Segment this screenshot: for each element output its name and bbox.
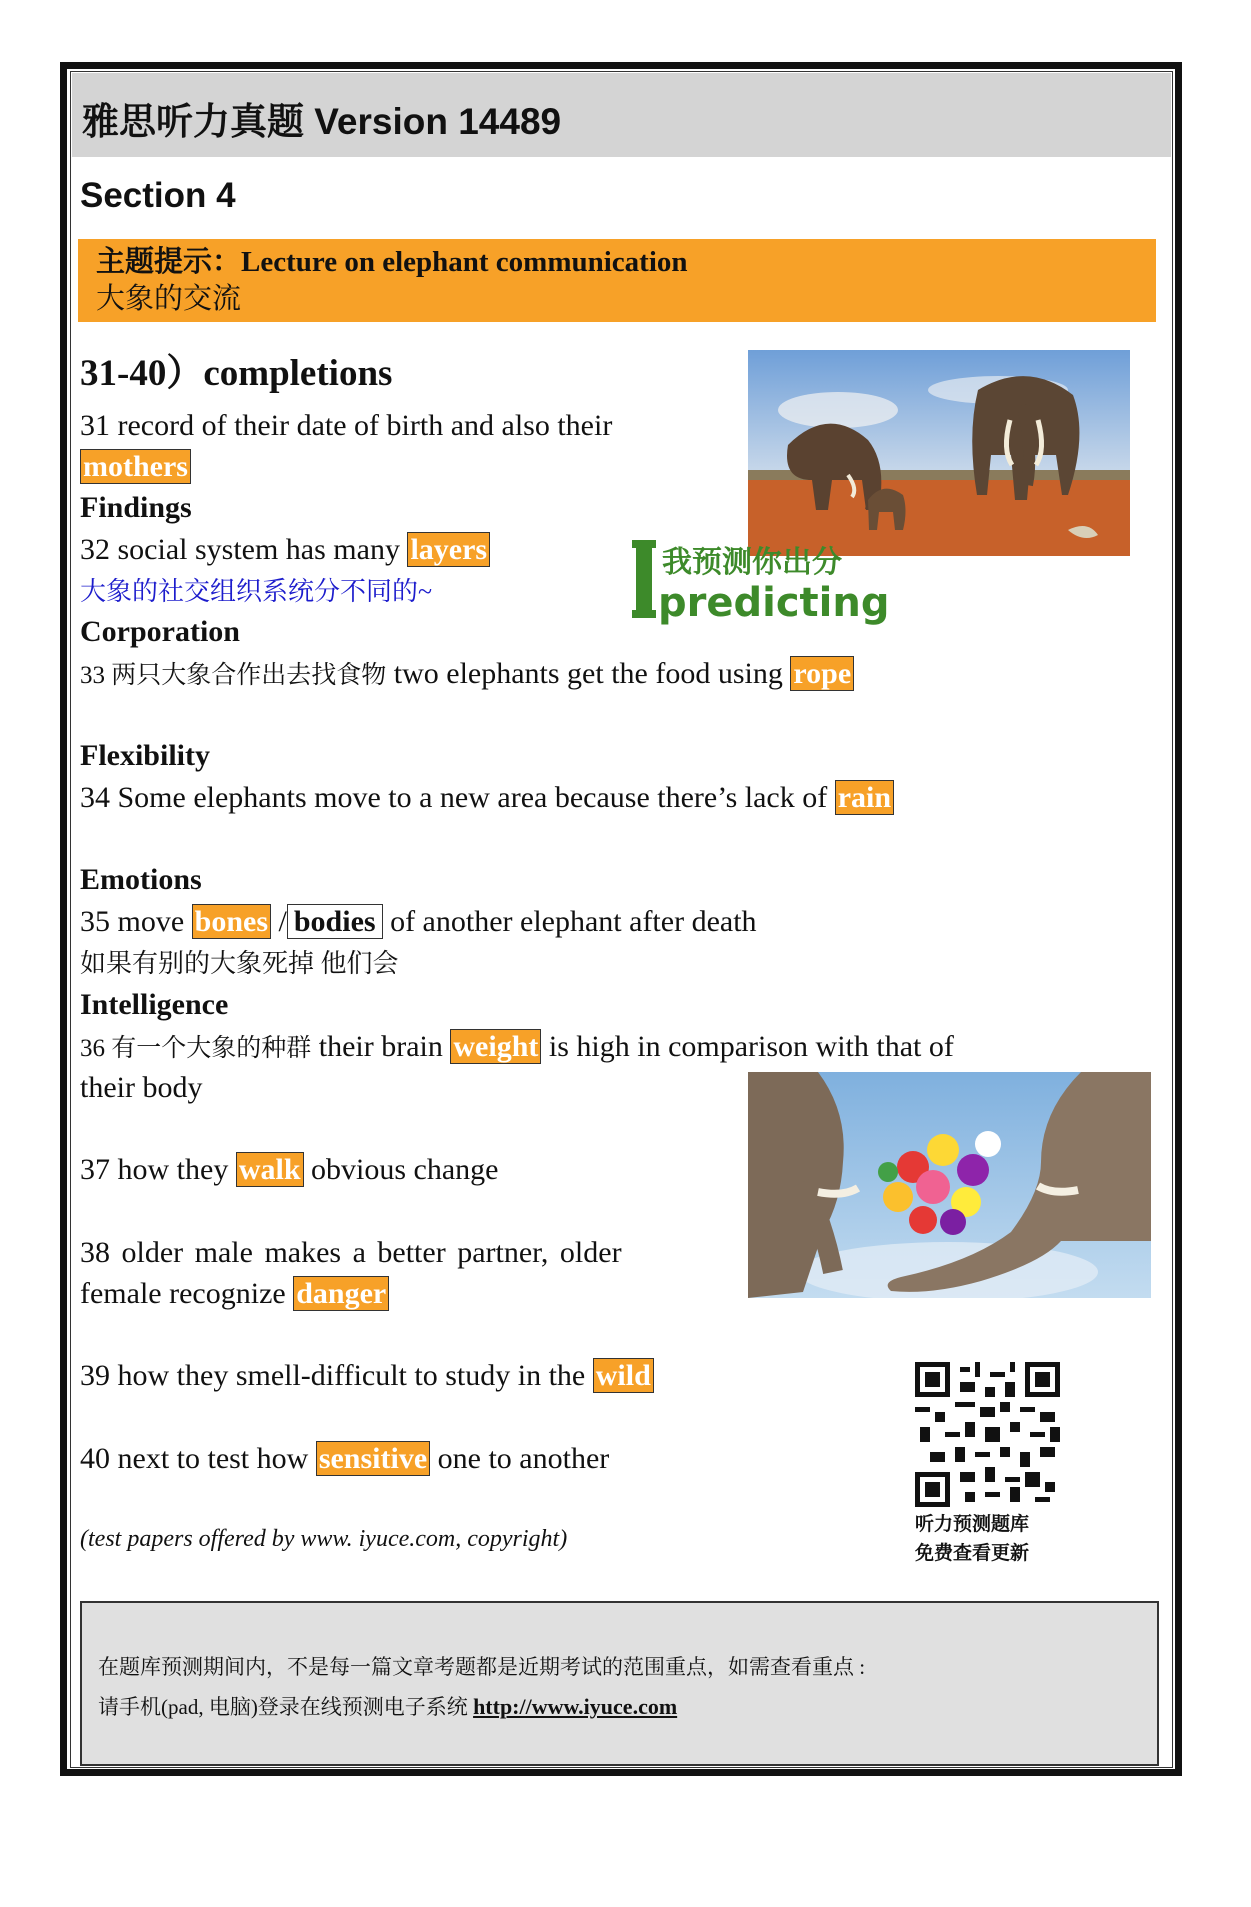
q32-text: 32 social system has many — [80, 533, 400, 566]
q32-line — [80, 530, 490, 570]
questions-heading: 31-40）completions — [80, 353, 393, 394]
topic-chinese: 大象的交流 — [96, 283, 242, 315]
section-heading: Section 4 — [80, 176, 236, 215]
heading-corporation: Corporation — [80, 615, 240, 648]
q36-line2: their body — [80, 1071, 203, 1104]
q31-line2 — [80, 447, 191, 487]
heading-intelligence: Intelligence — [80, 988, 229, 1021]
q35-alt-answer: bodies — [287, 904, 383, 939]
q40-line — [80, 1439, 609, 1479]
heading-emotions: Emotions — [80, 863, 202, 896]
q36-suffix: is high in comparison with that of — [548, 1030, 954, 1063]
page-title: 雅思听力真题 Version 14489 — [82, 101, 562, 142]
q40-prefix: 40 next to test how — [80, 1442, 309, 1475]
elephant-family-photo — [748, 350, 1130, 556]
q32-note: 大象的社交组织系统分不同的~ — [80, 577, 433, 606]
q38-answer: danger — [293, 1276, 389, 1311]
q35-line — [80, 902, 757, 942]
credit-note: (test papers offered by www. iyuce.com, copyright) — [80, 1526, 568, 1552]
q37-line — [80, 1150, 498, 1190]
q37-suffix: obvious change — [311, 1153, 499, 1186]
q32-answer: layers — [407, 532, 490, 567]
q35-separator: / — [278, 905, 287, 938]
q37-prefix: 37 how they — [80, 1153, 229, 1186]
heading-flexibility: Flexibility — [80, 739, 210, 772]
footer-box — [80, 1601, 1159, 1766]
footer-line1: 在题库预测期间内，不是每一篇文章考题都是近期考试的范围重点，如需查看重点 : — [98, 1655, 866, 1679]
title-bar — [72, 73, 1171, 157]
topic-banner — [78, 239, 1156, 322]
q34-line — [80, 778, 894, 818]
q38-line2 — [80, 1274, 389, 1314]
qr-caption-line2: 免费查看更新 — [915, 1543, 1030, 1564]
q39-answer: wild — [593, 1358, 654, 1393]
q33-chinese: 33 两只大象合作出去找食物 — [80, 662, 387, 689]
q39-line — [80, 1356, 654, 1396]
q35-prefix: 35 move — [80, 905, 185, 938]
q33-line — [80, 654, 854, 696]
q38-prefix: female recognize — [80, 1277, 286, 1310]
elephants-flowers-photo — [748, 1072, 1151, 1298]
predicting-logo — [632, 536, 932, 626]
topic-label: 主题提示：Lecture on elephant communication — [96, 246, 688, 278]
q39-prefix: 39 how they smell-difficult to study in the — [80, 1359, 586, 1392]
q34-answer: rain — [835, 780, 894, 815]
logo-chinese: 我预测你出分 — [662, 545, 842, 580]
footer-link[interactable]: http://www.iyuce.com — [473, 1694, 678, 1719]
q31-answer: mothers — [80, 449, 191, 484]
q36-answer: weight — [450, 1029, 541, 1064]
q38-line1: 38 older male makes a better partner, older — [80, 1236, 622, 1269]
q35-suffix: of another elephant after death — [390, 905, 757, 938]
q36-chinese: 36 有一个大象的种群 — [80, 1035, 312, 1062]
qr-caption-line1: 听力预测题库 — [915, 1514, 1030, 1535]
q33-text: two elephants get the food using — [393, 657, 783, 690]
heading-findings: Findings — [80, 491, 192, 524]
q31-text: 31 record of their date of birth and also their — [80, 409, 613, 442]
q37-answer: walk — [236, 1152, 304, 1187]
qr-code[interactable] — [915, 1362, 1060, 1507]
footer-line2 — [98, 1691, 677, 1721]
q35-note: 如果有别的大象死掉 他们会 — [80, 949, 399, 978]
q36-line — [80, 1027, 954, 1069]
q36-text: their brain — [318, 1030, 443, 1063]
q33-answer: rope — [790, 656, 854, 691]
logo-english: predicting — [658, 580, 890, 626]
q35-answer: bones — [192, 904, 271, 939]
q40-suffix: one to another — [437, 1442, 610, 1475]
footer-line2-text: 请手机(pad, 电脑)登录在线预测电子系统 — [98, 1695, 468, 1719]
q40-answer: sensitive — [316, 1441, 430, 1476]
q34-text: 34 Some elephants move to a new area because there’s lack of — [80, 781, 828, 814]
qr-caption — [915, 1510, 1029, 1568]
